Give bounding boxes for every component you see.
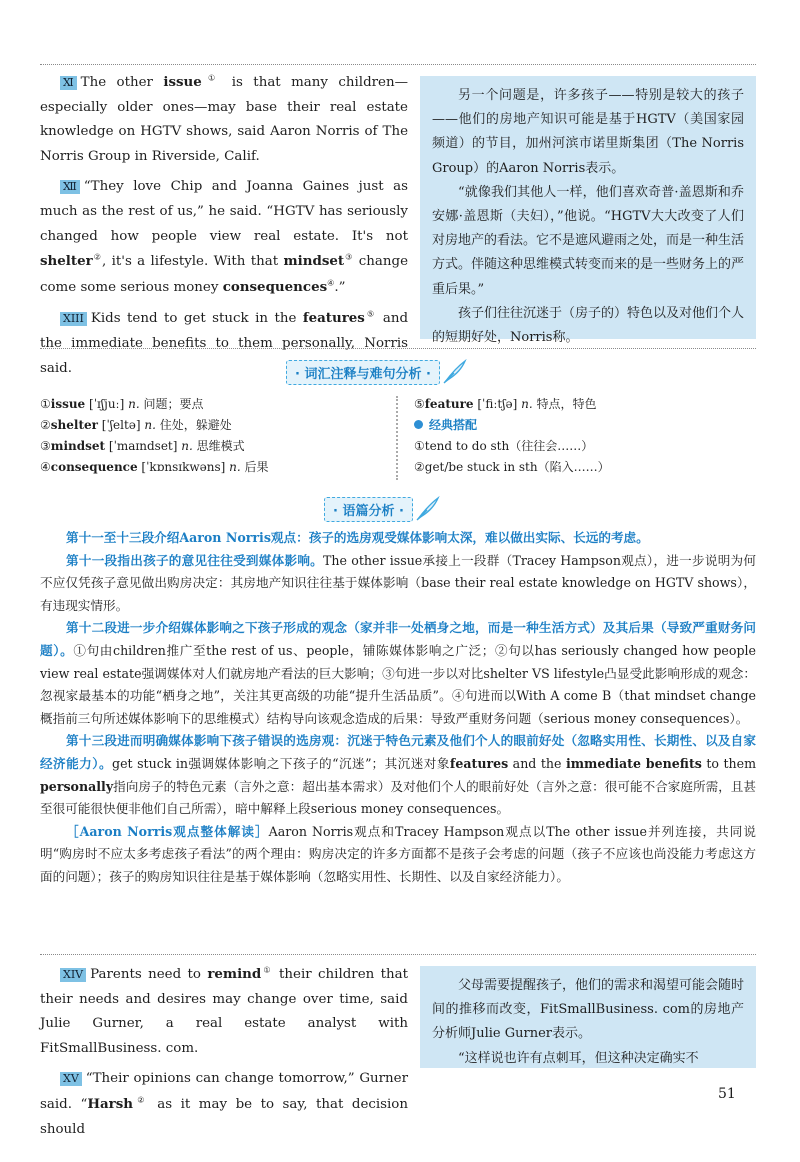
paragraph-text: Parents need to remind① their children that their needs and desires may change over time, said Julie Gurner, a real estate analyst with FitSmallBusiness. com. (40, 965, 408, 1056)
roman-numeral: Ⅺ (60, 76, 77, 90)
top-translation-box (420, 76, 756, 346)
section-divider (40, 348, 756, 349)
paragraph-text: “Their opinions can change tomorrow,” Gurner said. “Harsh② as it may be to say, that decision should (40, 1071, 408, 1137)
vocab-item: ③mindset [ˈmaɪndset] n. 思维模式 (40, 439, 245, 453)
discourse-analysis (40, 527, 756, 889)
page-number: 51 (718, 1086, 736, 1102)
collocation-title: 经典搭配 (429, 418, 478, 432)
top-english-column (40, 70, 408, 387)
roman-numeral: Ⅻ (60, 180, 80, 194)
roman-numeral: XV (60, 1072, 82, 1086)
vocab-item: ⑤feature [ˈfiːtʃə] n. 特点，特色 (414, 397, 597, 411)
analysis-paragraph: 第十二段进一步介绍媒体影响之下孩子形成的观念（家并非一处栖身之地，而是一种生活方式）及其后果（导致严重财务问题）。①句由children推广至the rest of us、people，铺陈媒体影响之广泛；②句以has seriously changed how people view real estate强调媒体对人们就房地产看法的巨大影响；③句进一步以对比shelter VS lifestyle凸显受此影响形成的观念：忽视家最基本的功能“栖身之地”，关注其更高级的功能“提升生活品质”。④句进而以With A come B（that mindset change概指前三句所述媒体影响下的思维模式）结构导向该观念造成的后果：导致严重财务问题（serious money consequences）。 (40, 620, 756, 726)
quill-icon (442, 359, 468, 385)
vocab-banner (286, 360, 468, 384)
section-divider (40, 954, 756, 955)
translation-paragraph: “这样说也许有点刺耳，但这种决定确实不 (458, 1050, 699, 1066)
analysis-paragraph: ［Aaron Norris观点整体解读］Aaron Norris观点和Tracey Hampson观点以The other issue并列连接，共同说明“购房时不应太多考虑孩子看法”的两个理由：购房决定的许多方面都不是孩子会考虑的问题（孩子不应该也尚没能力考虑这方面的问题）；孩子的购房知识往往是基于媒体影响（忽略实用性、长期性、以及自家经济能力）。 (40, 823, 756, 884)
analysis-banner-label: · 语篇分析 · (324, 497, 413, 522)
vocab-banner-label: · 词汇注释与难句分析 · (286, 360, 440, 385)
bottom-translation-box (420, 966, 756, 1068)
analysis-paragraph: 第十一至十三段介绍Aaron Norris观点：孩子的选房观受媒体影响太深，难以做出实际、长远的考虑。 (66, 530, 649, 545)
paragraph-14 (40, 962, 408, 1061)
analysis-paragraph: 第十一段指出孩子的意见往往受到媒体影响。The other issue承接上一段群（Tracey Hampson观点），进一步说明为何不应仅凭孩子意见做出购房决定：其房地产知识往往基于媒体影响（base their real estate knowledge on HGTV shows），有违现实情形。 (40, 552, 757, 613)
bottom-english-column (40, 962, 408, 1148)
paragraph-text: “They love Chip and Joanna Gaines just as much as the rest of us,” he said. “HGTV has seriously changed how people view real estate. It's not shelter②, it's a lifestyle. With that mindset③ change come some serious money consequences④.” (40, 179, 409, 295)
paragraph-11 (40, 70, 408, 169)
translation-paragraph: 另一个问题是，许多孩子——特别是较大的孩子——他们的房地产知识可能是基于HGTV（美国家园频道）的节目，加州河滨市诺里斯集团（The Norris Group）的Aaron Norris表示。 (432, 88, 744, 176)
collocation-item: ①tend to do sth（往往会……） (414, 439, 594, 453)
vocab-item: ④consequence [ˈkɒnsɪkwəns] n. 后果 (40, 460, 269, 474)
paragraph-text: The other issue① is that many children—especially older ones—may base their real estate knowledge on HGTV shows, said Aaron Norris of The Norris Group in Riverside, Calif. (40, 73, 408, 164)
collocation-item: ②get/be stuck in sth（陷入……） (414, 460, 610, 474)
vocab-separator (396, 396, 406, 480)
analysis-banner (324, 497, 441, 521)
roman-numeral: XIII (60, 312, 87, 326)
vocab-right-column (414, 394, 610, 478)
top-divider (40, 64, 756, 65)
translation-paragraph: 孩子们往往沉迷于（房子的）特色以及对他们个人的短期好处，Norris称。 (432, 305, 745, 346)
vocab-item: ②shelter [ˈʃeltə] n. 住处，躲避处 (40, 418, 232, 432)
translation-paragraph: 父母需要提醒孩子，他们的需求和渴望可能会随时间的推移而改变，FitSmallBusiness. com的房地产分析师Julie Gurner表示。 (432, 978, 745, 1042)
translation-paragraph: “就像我们其他人一样，他们喜欢奇普·盖恩斯和乔安娜·盖恩斯（夫妇），”他说。“HGTV大大改变了人们对房地产的看法。它不是遮风避雨之处，而是一种生活方式。伴随这种思维模式转变而来的是一些财务上的严重后果。” (432, 184, 745, 297)
quill-icon (415, 496, 441, 522)
roman-numeral: XIV (60, 968, 86, 982)
paragraph-12 (40, 175, 408, 300)
analysis-paragraph: 第十三段进而明确媒体影响下孩子错误的选房观：沉迷于特色元素及他们个人的眼前好处（忽略实用性、长期性、以及自家经济能力）。get stuck in强调媒体影响之下孩子的“沉迷”；其沉迷对象features and the immediate benefits to them personally指向房子的特色元素（言外之意：超出基本需求）及对他们个人的眼前好处（言外之意：很可能不合家庭所需，且甚至很可能很快便非他们自己所需），暗中解释上段serious money consequences。 (40, 733, 757, 817)
paragraph-text: Kids tend to get stuck in the features⑤ and the immediate benefits to them personally, Norris said. (40, 309, 409, 376)
vocab-list (40, 394, 268, 478)
vocab-item: ①issue [ˈɪʃjuː] n. 问题；要点 (40, 397, 204, 411)
paragraph-15 (40, 1067, 408, 1142)
collocation-heading (414, 415, 610, 436)
bullet-icon (414, 420, 423, 429)
